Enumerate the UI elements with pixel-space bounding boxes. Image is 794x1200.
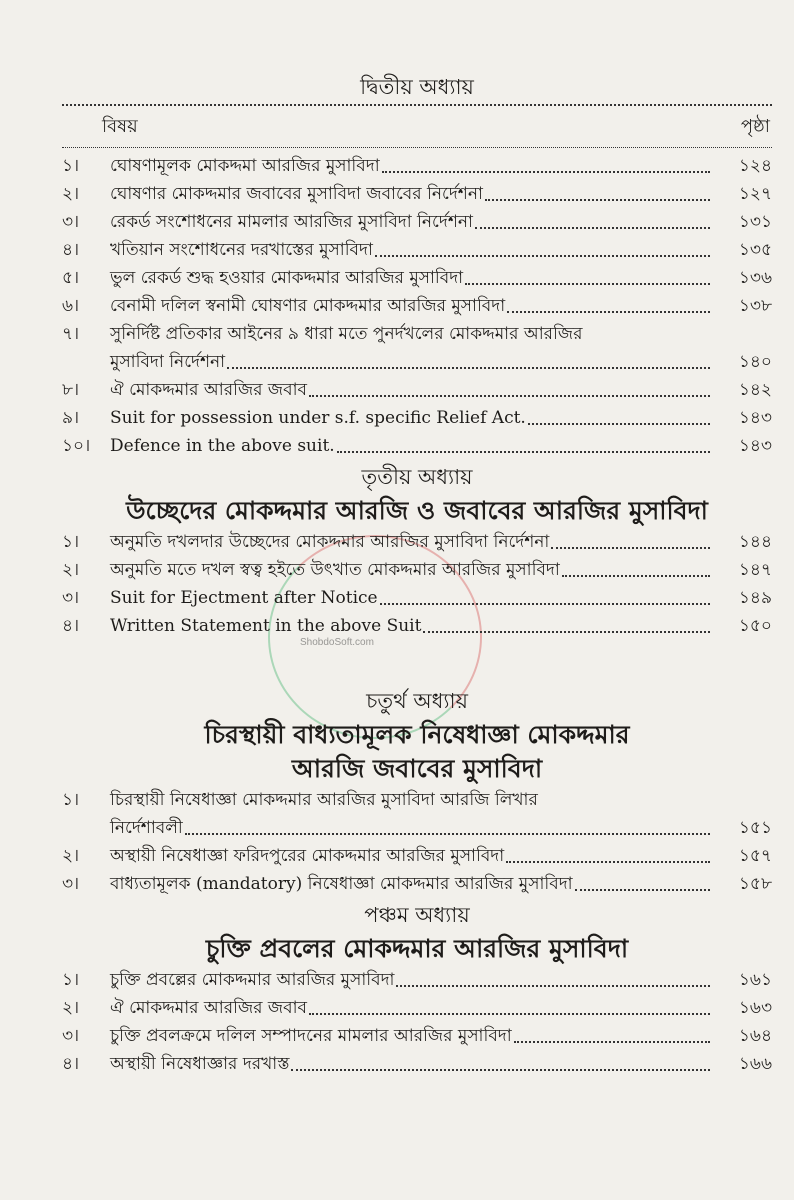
entry-page: ১৬৩ <box>738 998 772 1018</box>
entry-title: সুনির্দিষ্ট প্রতিকার আইনের ৯ ধারা মতে পুনর্দখলের মোকদ্দমার আরজির <box>110 324 583 344</box>
entry-title: বাধ্যতামূলক (mandatory) নিষেধাজ্ঞা মোকদ্দমার আরজির মুসাবিদা <box>110 874 573 894</box>
entry-page: ১৪৩ <box>738 408 772 428</box>
entry-page: ১৫৮ <box>738 874 772 894</box>
entry-title: অস্থায়ী নিষেধাজ্ঞা ফরিদপুরের মোকদ্দমার আরজির মুসাবিদা <box>110 846 505 866</box>
toc-entry[interactable] <box>62 528 772 556</box>
entry-number: ৩। <box>62 1026 80 1046</box>
entry-number: ৩। <box>62 588 80 608</box>
entry-title: চিরস্থায়ী নিষেধাজ্ঞা মোকদ্দমার আরজির মুসাবিদা আরজি লিখার <box>110 790 538 810</box>
entry-number: ৩। <box>62 212 80 232</box>
entry-number: ৫। <box>62 268 80 288</box>
toc-entry[interactable] <box>62 994 772 1022</box>
entry-number: ২। <box>62 998 80 1018</box>
chapter-5-title: চুক্তি প্রবলের মোকদ্দমার আরজির মুসাবিদা <box>205 934 629 963</box>
entry-page: ১৬৪ <box>738 1026 772 1046</box>
entry-number: ২। <box>62 184 80 204</box>
entry-page: ১৫১ <box>738 818 772 838</box>
toc-entry[interactable] <box>62 1022 772 1050</box>
entry-number: ৭। <box>62 324 80 344</box>
toc-entry[interactable] <box>62 320 772 348</box>
entry-number: ৪। <box>62 240 80 260</box>
entry-title: রেকর্ড সংশোধনের মামলার আরজির মুসাবিদা নির্দেশনা <box>110 212 473 232</box>
entry-title: Defence in the above suit. <box>110 436 335 456</box>
entry-page: ১৩৫ <box>738 240 772 260</box>
toc-entry[interactable] <box>62 612 772 640</box>
toc-entry[interactable] <box>62 432 772 460</box>
entry-page: ১৩১ <box>738 212 772 232</box>
entry-title: অস্থায়ী নিষেধাজ্ঞার দরখাস্ত <box>110 1054 290 1074</box>
entry-number: ৯। <box>62 408 80 428</box>
toc-entry[interactable] <box>62 208 772 236</box>
chapter-4-title-line2: আরজি জবাবের মুসাবিদা <box>291 754 543 783</box>
entry-page: ১৩৬ <box>738 268 772 288</box>
toc-entry[interactable] <box>62 264 772 292</box>
entry-number: ১। <box>62 790 80 810</box>
toc-entry[interactable] <box>62 556 772 584</box>
entry-title: ঐ মোকদ্দমার আরজির জবাব <box>110 998 307 1018</box>
watermark-text: ShobdoSoft.com <box>300 637 374 648</box>
column-page: পৃষ্ঠা <box>740 116 770 137</box>
entry-title: খতিয়ান সংশোধনের দরখাস্তের মুসাবিদা <box>110 240 373 260</box>
entry-number: ১। <box>62 156 80 176</box>
entry-title: মুসাবিদা নির্দেশনা <box>110 352 226 372</box>
chapter-2-heading: দ্বিতীয় অধ্যায় <box>360 75 474 99</box>
toc-entry[interactable] <box>62 376 772 404</box>
entry-title: Written Statement in the above Suit <box>110 616 422 636</box>
entry-title: চুক্তি প্রবলক্রমে দলিল সম্পাদনের মামলার আরজির মুসাবিদা <box>110 1026 512 1046</box>
toc-entry-continued[interactable] <box>62 348 772 376</box>
column-subject: বিষয় <box>102 116 138 137</box>
toc-entry-continued[interactable] <box>62 814 772 842</box>
entry-page: ১৪২ <box>738 380 772 400</box>
entry-number: ২। <box>62 846 80 866</box>
entry-page: ১৪৩ <box>738 436 772 456</box>
entry-title: ঘোষণার মোকদ্দমার জবাবের মুসাবিদা জবাবের নির্দেশনা <box>110 184 483 204</box>
entry-page: ১২৪ <box>738 156 772 176</box>
entry-number: ৬। <box>62 296 80 316</box>
entry-title: অনুমতি মতে দখল স্বত্ব হইতে উৎখাত মোকদ্দমার আরজির মুসাবিদা <box>110 560 560 580</box>
toc-entry[interactable] <box>62 180 772 208</box>
toc-entry[interactable] <box>62 404 772 432</box>
entry-title: ঘোষণামূলক মোকদ্দমা আরজির মুসাবিদা <box>110 156 380 176</box>
entry-title: বেনামী দলিল স্বনামী ঘোষণার মোকদ্দমার আরজির মুসাবিদা <box>110 296 506 316</box>
entry-title: নির্দেশাবলী <box>110 818 183 838</box>
toc-entry[interactable] <box>62 870 772 898</box>
entry-page: ১২৭ <box>738 184 772 204</box>
entry-number: ১। <box>62 532 80 552</box>
chapter-3-heading: তৃতীয় অধ্যায় <box>361 465 473 489</box>
entry-title: Suit for possession under s.f. specific Relief Act. <box>110 408 526 428</box>
entry-page: ১৪৪ <box>738 532 772 552</box>
entry-page: ১৩৮ <box>738 296 772 316</box>
toc-entry[interactable] <box>62 292 772 320</box>
entry-title: অনুমতি দখলদার উচ্ছেদের মোকদ্দমার আরজির মুসাবিদা নির্দেশনা <box>110 532 550 552</box>
entry-title: চুক্তি প্রবল্লের মোকদ্দমার আরজির মুসাবিদা <box>110 970 395 990</box>
entry-title: ভুল রেকর্ড শুদ্ধ হওয়ার মোকদ্দমার আরজির মুসাবিদা <box>110 268 464 288</box>
entry-page: ১৬৬ <box>738 1054 772 1074</box>
toc-entry[interactable] <box>62 786 772 814</box>
toc-entry[interactable] <box>62 152 772 180</box>
toc-entry[interactable] <box>62 584 772 612</box>
entry-number: ১। <box>62 970 80 990</box>
toc-entry[interactable] <box>62 1050 772 1078</box>
chapter-4-title-line1: চিরস্থায়ী বাধ্যতামূলক নিষেধাজ্ঞা মোকদ্দমার <box>204 720 630 749</box>
entry-page: ১৬১ <box>738 970 772 990</box>
chapter-4-heading: চতুর্থ অধ্যায় <box>366 689 468 713</box>
entry-page: ১৪৭ <box>738 560 772 580</box>
chapter-5-heading: পঞ্চম অধ্যায় <box>364 903 470 927</box>
entry-number: ৮। <box>62 380 80 400</box>
entry-number: ৪। <box>62 1054 80 1074</box>
toc-entry[interactable] <box>62 842 772 870</box>
chapter-3-title: উচ্ছেদের মোকদ্দমার আরজি ও জবাবের আরজির মুসাবিদা <box>126 496 708 525</box>
entry-number: ২। <box>62 560 80 580</box>
entry-page: ১৪৯ <box>738 588 772 608</box>
table-of-contents <box>62 70 772 1078</box>
table-header <box>62 106 772 148</box>
entry-number: ৩। <box>62 874 80 894</box>
entry-number: ১০। <box>62 436 91 456</box>
toc-entry[interactable] <box>62 966 772 994</box>
entry-page: ১৫৭ <box>738 846 772 866</box>
entry-title: Suit for Ejectment after Notice <box>110 588 378 608</box>
entry-page: ১৫০ <box>738 616 772 636</box>
entry-title: ঐ মোকদ্দমার আরজির জবাব <box>110 380 307 400</box>
toc-entry[interactable] <box>62 236 772 264</box>
entry-number: ৪। <box>62 616 80 636</box>
entry-page: ১৪০ <box>738 352 772 372</box>
